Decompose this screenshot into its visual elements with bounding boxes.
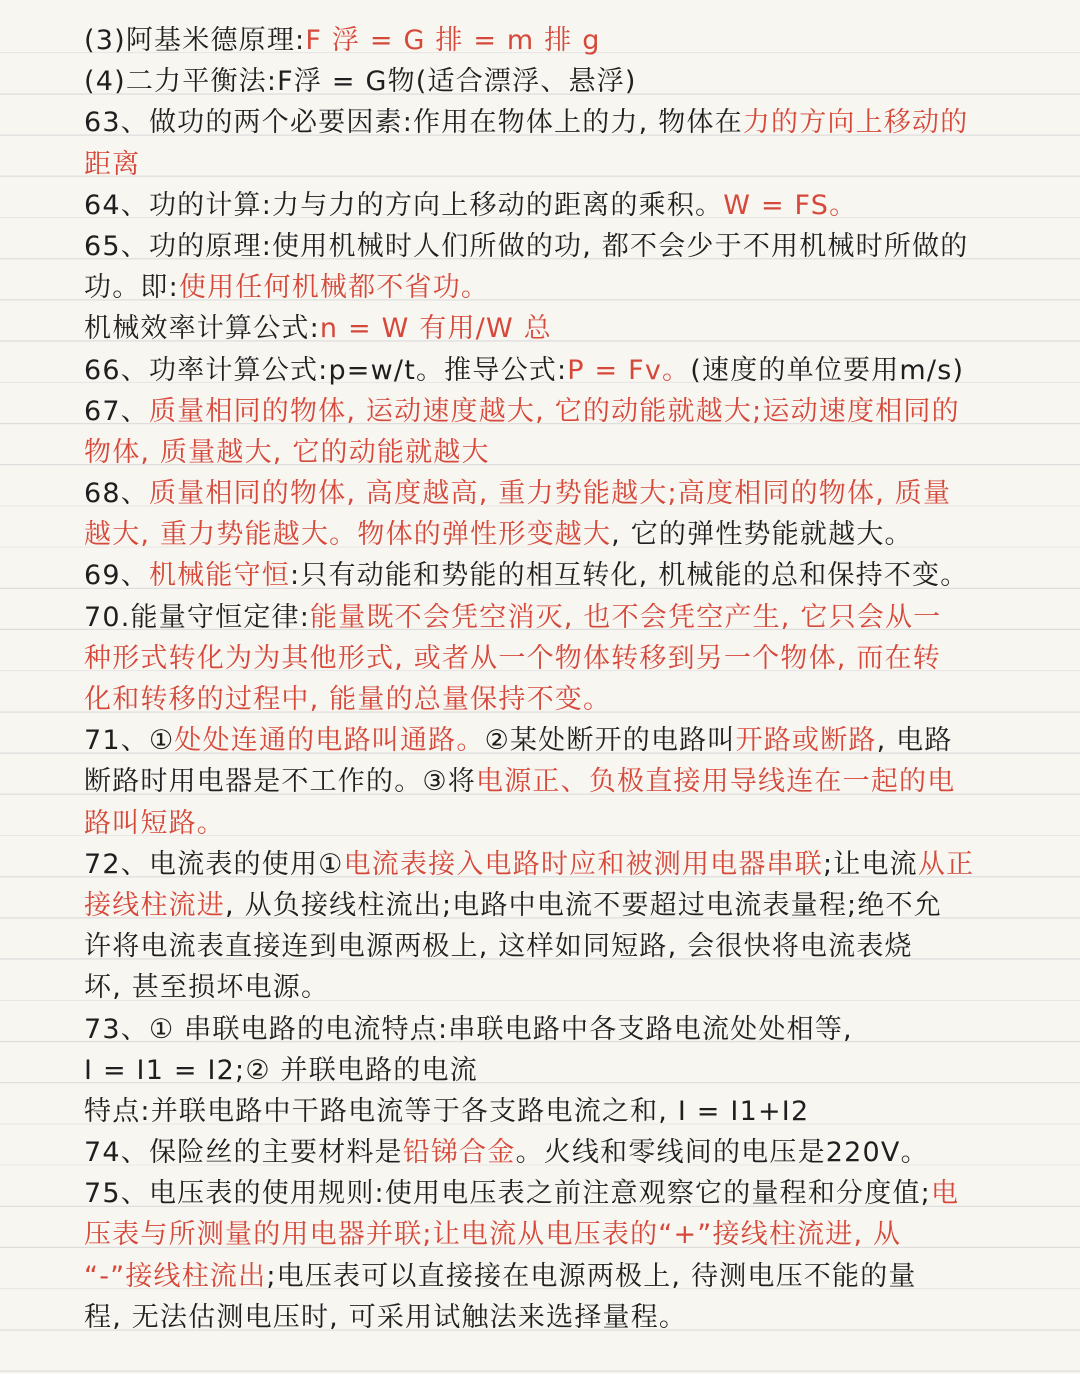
note-line [84,432,1014,473]
note-line [84,20,1014,61]
note-line [84,885,1014,926]
highlighted-text: 电流表接入电路时应和被测用电器串联 [343,848,823,880]
note-text: 断路时用电器是不工作的。③将 [84,766,477,798]
highlighted-text: 铅锑合金 [402,1137,516,1169]
note-line [84,844,1014,885]
note-text: 72、电流表的使用① [84,848,344,880]
note-line [84,1050,1014,1091]
note-text: , 它的弹性势能就越大。 [611,519,913,551]
note-text: , 从负接线柱流出;电路中电流不要超过电流表量程;绝不允 [225,889,942,921]
highlighted-text: 物体, 质量越大, 它的动能就越大 [84,436,490,468]
note-text: (3)阿基米德原理: [84,25,306,56]
note-text: 坏, 甚至损坏电源。 [84,972,330,1004]
note-text: 74、保险丝的主要材料是 [84,1137,403,1169]
note-text: 机械效率计算公式: [84,313,320,345]
note-line [84,1091,1014,1132]
note-text: ;让电流 [822,848,918,880]
note-line [84,185,1014,226]
note-line [84,1009,1014,1050]
highlighted-text: 从正 [917,848,975,880]
note-line [84,1173,1014,1214]
highlighted-text: 电源正、负极直接用导线连在一起的电 [476,766,956,798]
note-text: 功。即: [84,272,179,304]
note-text: (速度的单位要用m/s) [690,354,965,386]
note-text: (4)二力平衡法:F浮 = G物(适合漂浮、悬浮) [84,66,637,98]
highlighted-text: 接线柱流进 [84,889,225,921]
note-text: 许将电流表直接连到电源两极上, 这样如同短路, 会很快将电流表烧 [84,931,913,963]
note-line [84,350,1014,391]
note-line [84,61,1014,102]
note-text: 68、 [84,478,149,510]
highlighted-text: F 浮 = G 排 = m 排 g [305,25,601,56]
highlighted-text: 种形式转化为为其他形式, 或者从一个物体转移到另一个物体, 而在转 [84,642,941,674]
note-line [84,514,1014,555]
note-line [84,1214,1014,1255]
note-text: , 电路 [876,725,953,757]
note-line [84,679,1014,720]
highlighted-text: 压表与所测量的用电器并联;让电流从电压表的“+”接线柱流进, 从 [84,1219,902,1251]
note-text: I = I1 = I2;② 并联电路的电流 [84,1054,478,1086]
note-line [84,1297,1014,1338]
highlighted-text: 开路或断路 [735,725,877,757]
highlighted-text: 越大, 重力势能越大。物体的弹性形变越大 [84,519,612,551]
highlighted-text: n = W 有用/W 总 [319,313,552,345]
note-line [84,144,1014,185]
note-line [84,597,1014,638]
note-text: ②某处断开的电路叫 [484,725,736,757]
note-line [84,638,1014,679]
highlighted-text: 路叫短路。 [84,807,225,839]
note-line [84,226,1014,267]
highlighted-text: 力的方向上移动的 [742,107,969,139]
note-text: 75、电压表的使用规则:使用电压表之前注意观察它的量程和分度值; [84,1178,931,1210]
note-text: 65、功的原理:使用机械时人们所做的功, 都不会少于不用机械时所做的 [84,230,969,262]
note-text: :只有动能和势能的相互转化, 机械能的总和保持不变。 [289,560,969,592]
note-line [84,967,1014,1008]
highlighted-text: 能量既不会凭空消灭, 也不会凭空产生, 它只会从一 [310,601,942,633]
physics-notes [84,20,1014,1338]
note-line [84,102,1014,143]
note-text: 63、做功的两个必要因素:作用在物体上的力, 物体在 [84,107,743,139]
note-line [84,803,1014,844]
note-text: 67、 [84,395,149,427]
highlighted-text: 使用任何机械都不省功。 [178,272,490,304]
note-text: 70.能量守恒定律: [84,601,311,633]
note-line [84,761,1014,802]
note-text: 71、① [84,725,175,757]
highlighted-text: “-”接线柱流出 [84,1260,267,1292]
note-line [84,473,1014,514]
highlighted-text: 电 [930,1178,960,1210]
highlighted-text: 处处连通的电路叫通路。 [174,725,485,757]
note-line [84,391,1014,432]
highlighted-text: P = Fv。 [567,354,691,386]
note-text: 程, 无法估测电压时, 可采用试触法来选择量程。 [84,1301,688,1333]
note-line [84,1256,1014,1297]
note-text: 69、 [84,560,149,592]
highlighted-text: 距离 [84,148,141,180]
note-text: ;电压表可以直接接在电源两极上, 待测电压不能的量 [266,1260,917,1292]
note-line [84,308,1014,349]
note-line [84,1132,1014,1173]
note-text: 特点:并联电路中干路电流等于各支路电流之和, I = I1+I2 [84,1095,810,1127]
highlighted-text: W = FS。 [723,189,858,221]
note-line [84,267,1014,308]
highlighted-text: 质量相同的物体, 运动速度越大, 它的动能就越大;运动速度相同的 [148,395,960,427]
highlighted-text: 化和转移的过程中, 能量的总量保持不变。 [84,684,612,715]
highlighted-text: 机械能守恒 [148,560,290,592]
note-text: 64、功的计算:力与力的方向上移动的距离的乘积。 [84,189,724,221]
note-text: 66、功率计算公式:p=w/t。推导公式: [84,354,568,386]
note-line [84,555,1014,596]
note-text: 73、① 串联电路的电流特点:串联电路中各支路电流处处相等, [84,1013,853,1045]
highlighted-text: 质量相同的物体, 高度越高, 重力势能越大;高度相同的物体, 质量 [148,478,952,510]
note-line [84,926,1014,967]
note-text: 。火线和零线间的电压是220V。 [515,1137,929,1169]
note-line [84,720,1014,761]
